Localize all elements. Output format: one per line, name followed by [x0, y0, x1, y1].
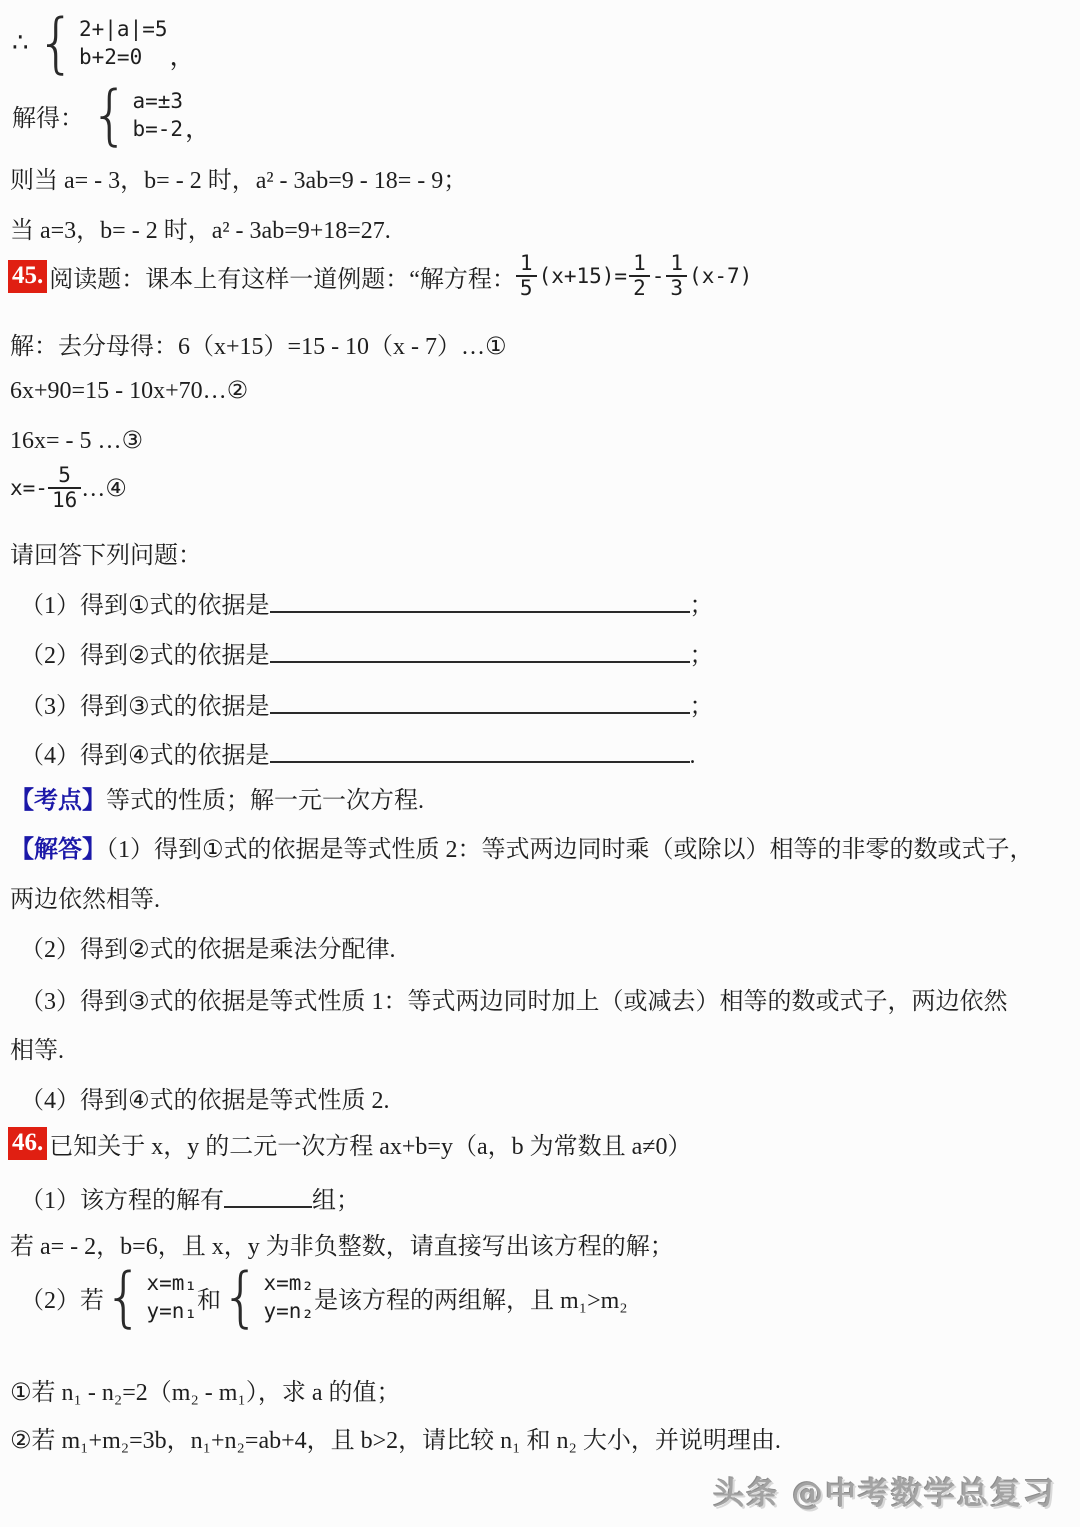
- solution-step-1: 解：去分母得：6（x+15）=15 - 10（x - 7）…①: [10, 334, 507, 360]
- fraction-5-16: [48, 464, 81, 512]
- left-brace-icon: {: [36, 4, 76, 81]
- jieda-label: 【解答】: [10, 837, 106, 863]
- question-4-line: [10, 735, 696, 770]
- question-2-end: ；: [689, 643, 714, 669]
- answer-2-line: （2）得到②式的依据是乘法分配律.: [20, 937, 396, 963]
- left-brace-icon: {: [104, 1258, 144, 1335]
- equation-system-1: [36, 4, 196, 81]
- fraction-1-5: [516, 252, 537, 300]
- problem-45-equation: [516, 252, 752, 300]
- solution-system-a: [104, 1258, 198, 1335]
- system-b-equation-1: x=m₂: [263, 1271, 315, 1296]
- numerator: 1: [519, 251, 533, 275]
- answer-blank-4: [270, 737, 690, 763]
- comma: ，: [169, 41, 196, 71]
- jieda-text: （1）得到①式的依据是等式性质 2：等式两边同时乘（或除以）相等的非零的数或式子，: [106, 837, 1034, 863]
- problem-45-number-badge: 45.: [8, 260, 47, 293]
- comma: ，: [185, 113, 212, 143]
- question-2-label: （2）得到②式的依据是: [20, 643, 270, 669]
- system-a-equation-2: y=n₁: [146, 1299, 198, 1324]
- ask-line: 请回答下列问题：: [10, 543, 202, 569]
- p46-question-2-prefix: （2）若: [20, 1287, 104, 1314]
- problem-45-intro-text: 阅读题：课本上有这样一道例题：“解方程：: [49, 266, 516, 293]
- answer-3-line: （3）得到③式的依据是等式性质 1：等式两边同时加上（或减去）相等的数或式子，两边依然: [20, 989, 1008, 1015]
- question-1-end: ；: [689, 593, 714, 619]
- question-4-end: .: [689, 743, 696, 769]
- question-1-line: [10, 585, 714, 620]
- p46-condition-line: 若 a= - 2，b=6，且 x，y 为非负整数，请直接写出该方程的解；: [10, 1234, 674, 1260]
- answer-blank-1: [270, 587, 690, 613]
- answer-blank-3: [270, 688, 690, 714]
- answer-4-line: （4）得到④式的依据是等式性质 2.: [20, 1088, 390, 1114]
- solution-step-4: [10, 464, 127, 512]
- problem-46-title-text: 已知关于 x，y 的二元一次方程 ax+b=y（a，b 为常数且 a≠0）: [49, 1134, 692, 1160]
- equation-prefix: x=-: [10, 476, 48, 501]
- left-brace-icon: {: [221, 1258, 261, 1335]
- fraction-1-3: [666, 252, 687, 300]
- problem-45-title: [8, 252, 752, 300]
- question-3-end: ；: [689, 694, 714, 720]
- system-b-equation-2: y=n₂: [263, 1299, 315, 1324]
- jieda-continuation: 两边依然相等.: [10, 887, 160, 913]
- p46-question-2-line: [20, 1258, 628, 1335]
- numerator: 1: [633, 251, 646, 275]
- p46-subquestion-2: ②若 m₁+m₂=3b，n₁+n₂=ab+4，且 b>2，请比较 n₁ 和 n₂ 大小，并说明理由.: [10, 1428, 781, 1454]
- system1-equation-2: b+2=0: [79, 45, 143, 70]
- system-a-equation-1: x=m₁: [146, 1271, 198, 1296]
- minus-sign: -: [651, 264, 665, 289]
- therefore-system-line: [12, 4, 196, 81]
- answer-3-continuation: 相等.: [10, 1038, 64, 1064]
- denominator: 2: [629, 275, 650, 300]
- question-1-label: （1）得到①式的依据是: [20, 593, 270, 619]
- p46-question-1-line: [10, 1180, 360, 1215]
- system2-equation-2: b=-2: [132, 117, 184, 142]
- numerator: 5: [58, 463, 71, 487]
- denominator: 16: [48, 487, 81, 512]
- question-3-label: （3）得到③式的依据是: [20, 694, 270, 720]
- kaodian-text: 等式的性质；解一元一次方程.: [106, 788, 424, 814]
- case2-line: 当 a=3，b= - 2 时，a² - 3ab=9+18=27.: [10, 218, 391, 244]
- question-4-label: （4）得到④式的依据是: [20, 743, 270, 769]
- solution-step-2: 6x+90=15 - 10x+70…②: [10, 378, 249, 404]
- numerator: 1: [670, 251, 684, 275]
- p46-answer-blank: [224, 1182, 312, 1208]
- solve-system-line: [12, 76, 212, 153]
- p46-question-1-label: （1）该方程的解有: [20, 1188, 224, 1214]
- question-2-line: [10, 635, 714, 670]
- p46-subquestion-1: ①若 n₁ - n₂=2（m₂ - m₁），求 a 的值；: [10, 1380, 401, 1406]
- denominator: 3: [666, 275, 687, 300]
- equation-text: (x-7): [689, 264, 753, 289]
- jieda-line: [10, 829, 1034, 864]
- denominator: 5: [516, 275, 537, 300]
- step-4-marker: …④: [81, 475, 127, 502]
- and-text: 和: [197, 1287, 222, 1314]
- p46-question-2-suffix: 是该方程的两组解，且 m₁>m₂: [314, 1287, 628, 1314]
- kaodian-line: [10, 780, 424, 815]
- kaodian-label: 【考点】: [10, 788, 106, 814]
- solution-step-3: 16x= - 5 …③: [10, 428, 144, 454]
- problem-46-number-badge: 46.: [8, 1127, 47, 1160]
- case1-line: 则当 a= - 3，b= - 2 时，a² - 3ab=9 - 18= - 9；: [10, 168, 468, 194]
- system1-equation-1: 2+|a|=5: [79, 17, 168, 42]
- fraction-1-2: [629, 252, 650, 300]
- solve-prefix: 解得：: [12, 105, 84, 132]
- solution-system-b: [221, 1258, 315, 1335]
- left-brace-icon: {: [90, 76, 130, 153]
- equation-text: (x+15)=: [538, 264, 628, 289]
- p46-question-1-end: 组；: [312, 1188, 360, 1214]
- system2-equation-1: a=±3: [132, 89, 184, 114]
- problem-46-title: [8, 1126, 691, 1161]
- answer-blank-2: [270, 637, 690, 663]
- therefore-icon: ∴: [12, 28, 29, 58]
- watermark: 头条 @中考数学总复习: [713, 1476, 1056, 1512]
- question-3-line: [10, 686, 714, 721]
- equation-system-2: [90, 76, 212, 153]
